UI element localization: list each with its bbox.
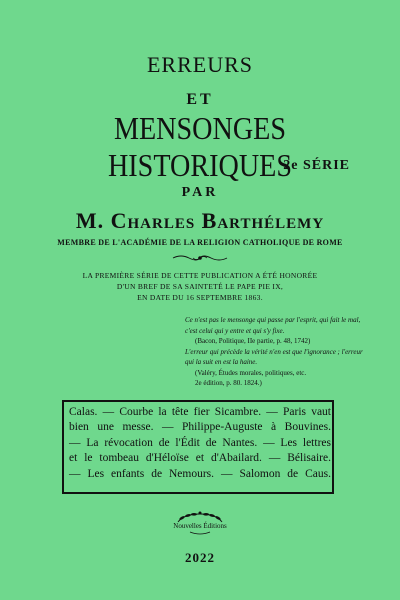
notice-line: EN DATE DU 16 SEPTEMBRE 1863. [137,293,263,302]
flourish-ornament-icon [171,253,229,263]
notice-line: LA PREMIÈRE SÉRIE DE CETTE PUBLICATION A ÉTÉ HONORÉE [82,271,318,280]
author-name [0,208,400,234]
contents-line: et le tombeau d'Héloïse et d'Abailard. — Bélisaire. [69,452,331,465]
author-membership: MEMBRE DE L'ACADÉMIE DE LA RELIGION CATHOLIQUE DE ROME [57,238,343,247]
notice-line: D'UN BREF DE SA SAINTETÉ LE PAPE PIE IX, [116,282,284,291]
quote1-line1: Ce n'est pas le mensonge qui passe par l'esprit, qui fait le mal, [185,316,361,324]
publication-year: 2022 [185,550,215,565]
contents-line: — Les enfants de Nemours. — Salomon de Caus. [69,467,331,480]
quote2-reference-1: (Valéry, Études morales, politiques, etc. [195,368,307,377]
epigraphs [185,315,385,389]
publisher-name: Nouvelles Éditions [173,522,227,530]
contents-list [69,405,331,482]
quote2-line2: qui la suit en est la haine. [185,358,258,366]
contents-line: Calas. — Courbe la tête fier Sicambre. — Paris vaut [69,406,331,418]
quote2-reference-2: 2e édition, p. 80. 1824.) [195,379,262,387]
quote1-line2: c'est celui qui y entre et qui s'y fixe. [185,326,285,335]
quote2-line1: L'erreur qui précède la vérité n'en est que l'ignorance ; l'erreur [185,347,363,356]
par-label: PAR [181,185,219,200]
papal-notice [0,270,400,303]
title-line-2: ET [186,91,214,108]
quote1-reference: (Bacon, Politique, IIe partie, p. 48, 1742) [195,337,311,345]
title-line-1: ERREURS [146,52,254,77]
contents-line: bien une messe. — Philippe-Auguste à Bouvines. [69,421,331,434]
title-line-3: MENSONGES HISTORIQUES [107,110,293,183]
author-fullname: Charles Barthélemy [110,208,325,233]
contents-line: — La révocation de l'Édit de Nantes. — Les lettres [69,436,331,449]
author-initial: M. [75,208,111,233]
series-label: 2e SÉRIE [283,158,350,173]
